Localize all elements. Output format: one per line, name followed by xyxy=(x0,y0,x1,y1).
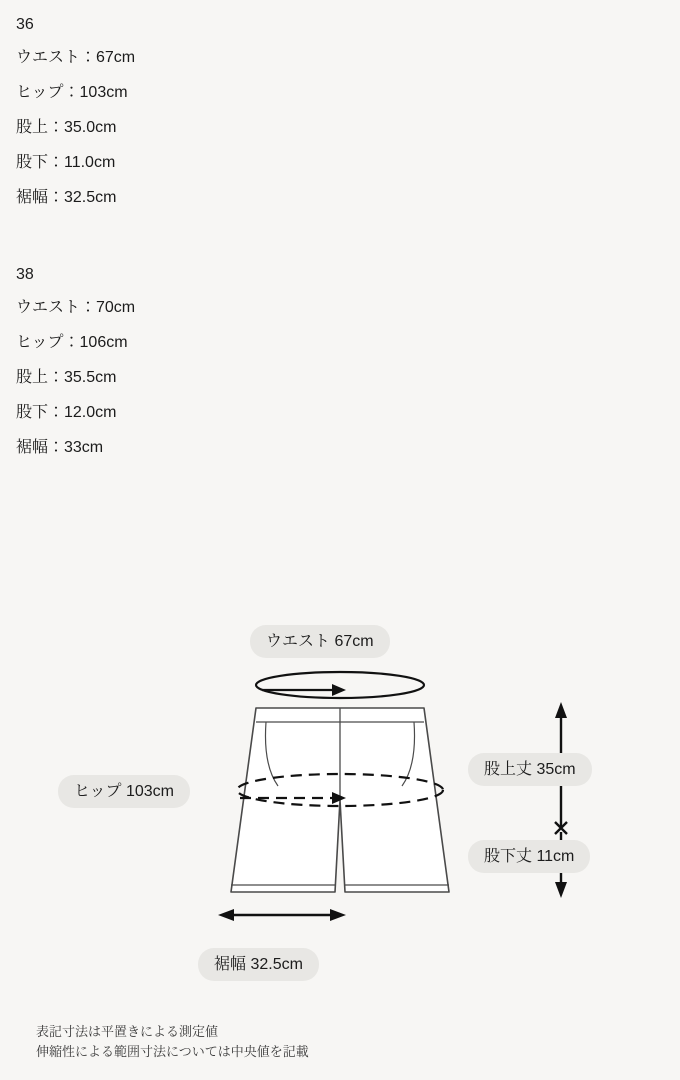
size-spec-38 xyxy=(16,260,135,465)
measurement-diagram xyxy=(0,600,680,1000)
footnote-line-2: 伸縮性による範囲寸法については中央値を記載 xyxy=(36,1044,309,1059)
callout-waist: ウエスト 67cm xyxy=(250,625,390,658)
waist-measure-ellipse xyxy=(256,672,424,698)
measurement-inseam: 股下：11.0cm xyxy=(16,154,116,171)
measurement-hem: 裾幅：32.5cm xyxy=(16,189,117,206)
callout-hem: 裾幅 32.5cm xyxy=(198,948,319,981)
size-label: 38 xyxy=(16,266,34,283)
measurement-rise: 股上：35.5cm xyxy=(16,369,117,386)
measurement-hip: ヒップ：103cm xyxy=(16,84,128,101)
measurement-rise: 股上：35.0cm xyxy=(16,119,117,136)
callout-rise: 股上丈 35cm xyxy=(468,753,592,786)
measurement-waist: ウエスト：70cm xyxy=(16,299,136,316)
size-spec-36 xyxy=(16,10,135,215)
callout-hip: ヒップ 103cm xyxy=(58,775,190,808)
measurement-waist: ウエスト：67cm xyxy=(16,49,136,66)
callout-inseam: 股下丈 11cm xyxy=(468,840,590,873)
measurement-hem: 裾幅：33cm xyxy=(16,439,104,456)
footnote xyxy=(36,1022,309,1062)
size-label: 36 xyxy=(16,16,34,33)
measurement-hip: ヒップ：106cm xyxy=(16,334,128,351)
footnote-line-1: 表記寸法は平置きによる測定値 xyxy=(36,1024,219,1039)
measurement-inseam: 股下：12.0cm xyxy=(16,404,117,421)
